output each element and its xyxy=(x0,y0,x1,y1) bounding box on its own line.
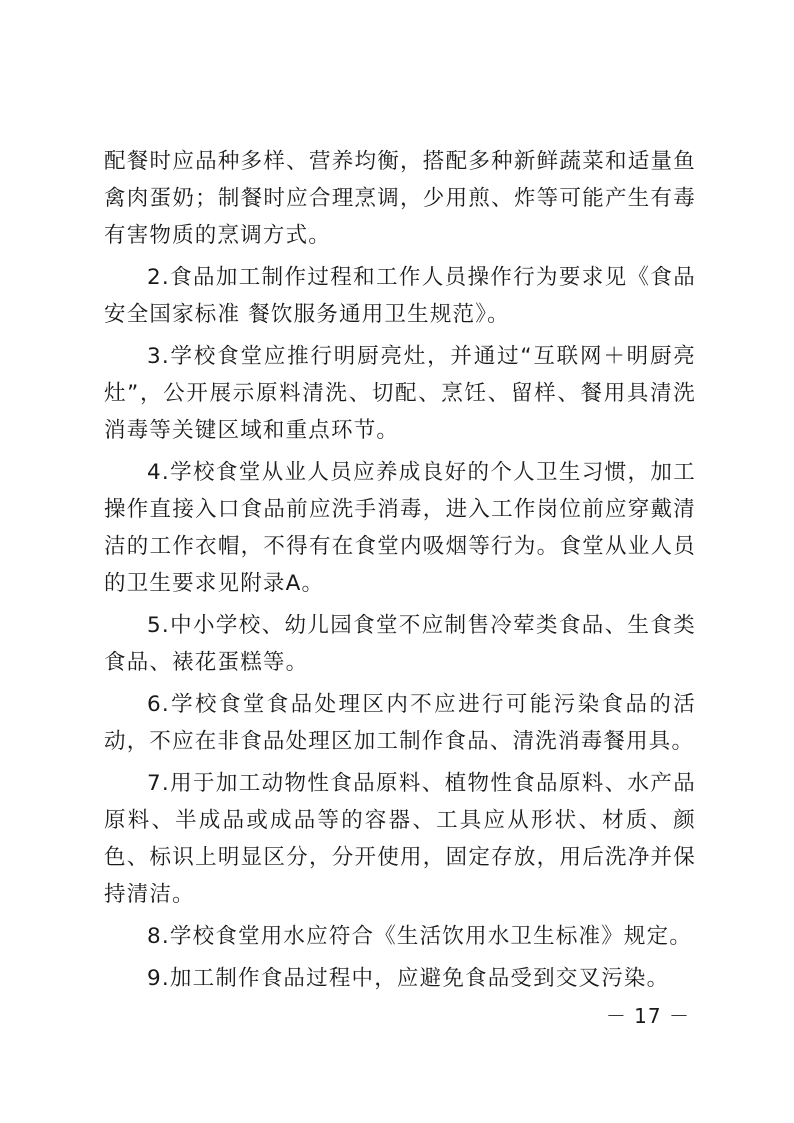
paragraph-item-7: 7.用于加工动物性食品原料、植物性食品原料、水产品原料、半成品或成品等的容器、工具应从形状、材质、颜色、标识上明显区分，分开使用，固定存放，用后洗净并保持清洁。 xyxy=(104,771,696,907)
paragraph-item-3: 3.学校食堂应推行明厨亮灶，并通过“互联网＋明厨亮灶”，公开展示原料清洗、切配、烹饪、留样、餐用具清洗消毒等关键区域和重点环节。 xyxy=(104,344,696,443)
paragraph-item-9: 9.加工制作食品过程中，应避免食品受到交叉污染。 xyxy=(147,966,670,991)
page-number: － 17 － xyxy=(605,1004,690,1028)
paragraph-item-4: 4.学校食堂从业人员应养成良好的个人卫生习惯，加工操作直接入口食品前应洗手消毒，进入工作岗位前应穿戴清洁的工作衣帽，不得有在食堂内吸烟等行为。食堂从业人员的卫生要求见附录A。 xyxy=(104,460,696,596)
paragraph-item-5: 5.中小学校、幼儿园食堂不应制售冷荤类食品、生食类食品、裱花蛋糕等。 xyxy=(104,613,696,675)
paragraph-continuation: 配餐时应品种多样、营养均衡，搭配多种新鲜蔬菜和适量鱼禽肉蛋奶；制餐时应合理烹调，少用煎、炸等可能产生有毒有害物质的烹调方式。 xyxy=(104,149,696,248)
paragraph-item-8: 8.学校食堂用水应符合《生活饮用水卫生标准》规定。 xyxy=(147,924,693,949)
paragraph-item-6: 6.学校食堂食品处理区内不应进行可能污染食品的活动，不应在非食品处理区加工制作食品、清洗消毒餐用具。 xyxy=(104,692,696,754)
paragraph-item-2: 2.食品加工制作过程和工作人员操作行为要求见《食品安全国家标准 餐饮服务通用卫生规范》。 xyxy=(104,265,696,327)
body-text xyxy=(104,143,696,997)
